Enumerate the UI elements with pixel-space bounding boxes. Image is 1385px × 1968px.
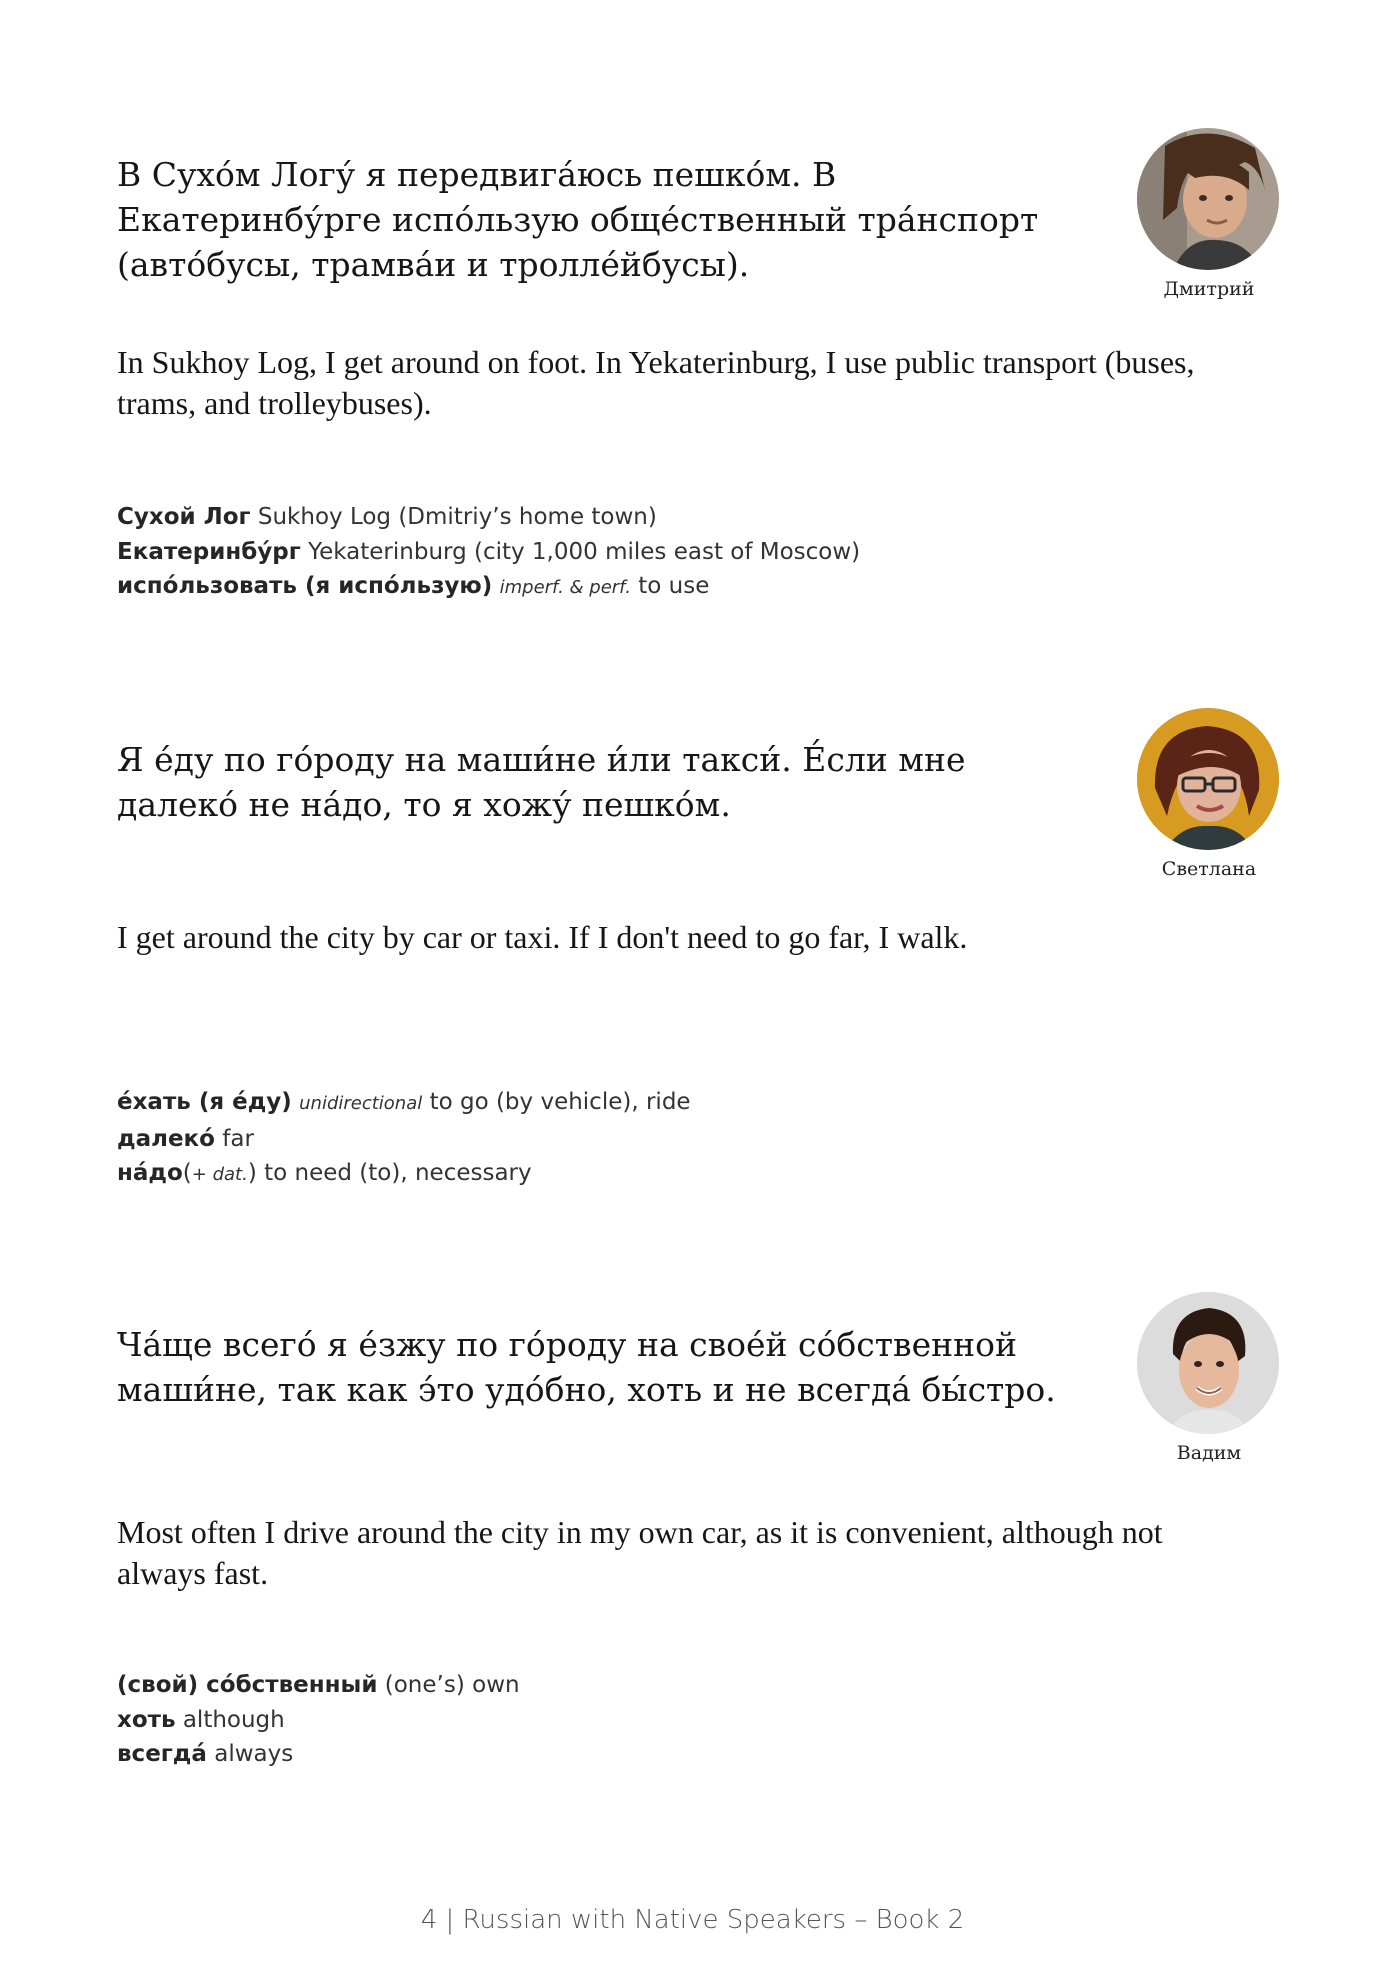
female-portrait-icon [1137,708,1279,850]
entry-vadim [117,1322,1257,1782]
vocab-meaning: although [182,1706,285,1733]
vocab-paren: ( [182,1160,192,1186]
vocab-grammar-note: unidirectional [299,1093,423,1114]
english-translation: In Sukhoy Log, I get around on foot. In Yekaterinburg, I use public transport (buses, trams, and trolleybuses). [117,344,1195,421]
vocab-term: Сухой Лог [117,504,251,530]
vocab-meaning: far [222,1125,254,1152]
russian-sentence: Ча́ще всего́ я е́зжу по го́роду на свое́й со́бственной маши́не, так как э́то удо́бно, хоть и не всегда́ бы́стро. [117,1325,1056,1409]
vocab-item [117,1703,1117,1738]
vocab-term: е́хать (я е́ду) [117,1089,292,1115]
vocab-term: Екатеринбу́рг [117,538,301,565]
vocab-term: далеко́ [117,1125,215,1152]
speaker-card [1110,708,1310,908]
vocab-item [117,1122,1117,1157]
vocab-meaning: Yekaterinburg (city 1,000 miles east of Moscow) [308,538,861,565]
page-footer: 4 | Russian with Native Speakers – Book 2 [420,1905,965,1935]
speaker-name: Вадим [1176,1442,1242,1464]
vocab-meaning: Sukhoy Log (Dmitriy’s home town) [257,504,657,530]
male-portrait-icon [1137,1292,1279,1434]
vocab-item [117,1085,1117,1122]
speaker-avatar [1137,1292,1279,1434]
vocab-grammar-note: + dat. [191,1164,248,1185]
vocab-term: хоть [117,1706,176,1733]
russian-sentence: В Сухо́м Логу́ я передвига́юсь пешко́м. В Екатеринбу́рге испо́льзую обще́ственный тра́нспорт (авто́бусы, трамва́и и тролле́йбусы). [117,155,1039,284]
vocab-meaning: to use [638,573,710,599]
vocab-term: на́до [117,1160,183,1186]
vocab-grammar-note: imperf. & perf. [499,577,631,598]
english-translation: Most often I drive around the city in my own car, as it is convenient, although not always fast. [117,1514,1163,1591]
vocab-meaning: (one’s) own [384,1672,520,1698]
male-portrait-icon [1137,128,1279,270]
entry-dmitriy [117,152,1257,612]
vocab-term: испо́льзовать (я испо́льзую) [117,573,493,599]
vocab-meaning: ) to need (to), necessary [247,1160,532,1186]
speaker-name: Дмитрий [1163,278,1255,300]
vocab-term: (свой) со́бственный [117,1672,378,1698]
vocab-meaning: always [214,1741,294,1767]
speaker-card [1110,1292,1310,1492]
vocab-term: всегда́ [117,1741,207,1767]
entry-svetlana [117,737,1257,1197]
russian-sentence: Я е́ду по го́роду на маши́не и́ли такси́. Е́сли мне далеко́ не на́до, то я хожу́ пешко́м. [117,740,966,824]
vocabulary-list [117,1085,1117,1193]
vocab-meaning: to go (by vehicle), ride [429,1089,691,1115]
vocabulary-list [117,500,1117,606]
speaker-name: Светлана [1161,858,1257,880]
vocab-item [117,500,1117,535]
speaker-avatar [1137,708,1279,850]
speaker-card [1110,128,1310,328]
english-translation: I get around the city by car or taxi. If I don't need to go far, I walk. [117,919,968,955]
vocab-item [117,1668,1117,1703]
vocab-item [117,1156,1117,1193]
vocabulary-list [117,1668,1117,1772]
vocab-item [117,535,1117,570]
vocab-item [117,569,1117,606]
speaker-avatar [1137,128,1279,270]
vocab-item [117,1737,1117,1772]
